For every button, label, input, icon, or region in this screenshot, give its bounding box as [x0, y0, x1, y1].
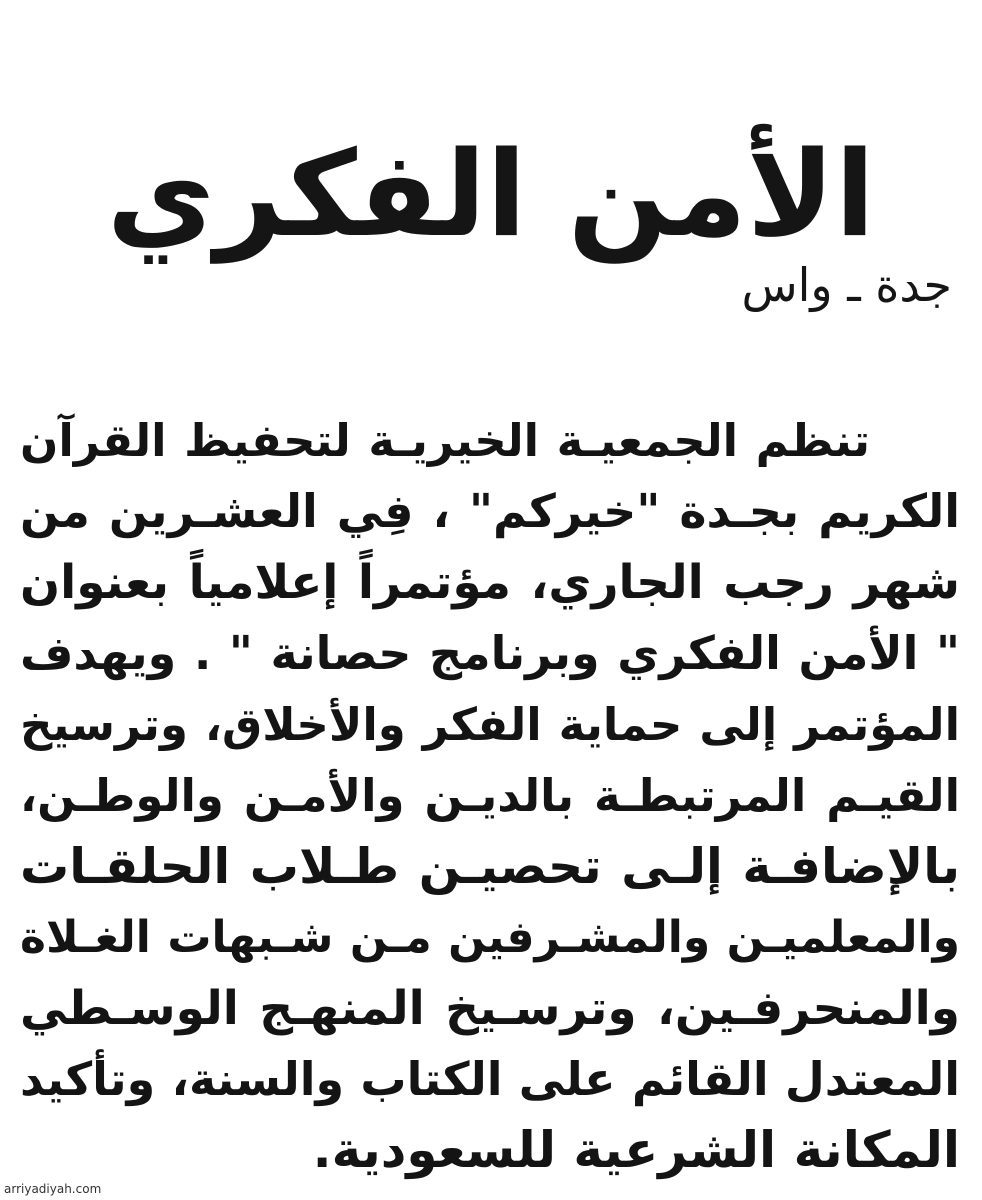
article-headline: الأمن الفكري [106, 125, 876, 264]
article-line: المكانة الشرعية للسعودية. [312, 1121, 960, 1179]
article-line: بالإضافـة إلـى تحصيـن طـلاب الحلقـات [20, 838, 960, 895]
article-line: والمعلميـن والمشـرفين مـن شـبهات الغـلاة [20, 912, 960, 963]
article-line: تنظم الجمعيـة الخيريـة لتحفيظ القرآن [20, 414, 870, 467]
article-dateline: جدة ـ واس [741, 258, 952, 312]
site-watermark: arriyadiyah.com [4, 1182, 102, 1196]
article-line: المعتدل القائم على الكتاب والسنة، وتأكيد [20, 1052, 960, 1106]
article-line: القيـم المرتبطـة بالديـن والأمـن والوطـن، [20, 769, 960, 822]
article-line: " الأمن الفكري وبرنامج حصانة " . ويهدف [20, 626, 960, 680]
article-line: الكريم بجـدة "خيركم" ، فِي العشـرين من [20, 484, 960, 538]
article-line: شهر رجب الجاري، مؤتمراً إعلامياً بعنوان [20, 555, 960, 610]
article-body [20, 405, 960, 1186]
article-line: والمنحرفـين، وترسـيخ المنهـج الوسـطي [20, 981, 960, 1036]
article-line: المؤتمر إلى حماية الفكر والأخلاق، وترسيخ [20, 698, 960, 751]
